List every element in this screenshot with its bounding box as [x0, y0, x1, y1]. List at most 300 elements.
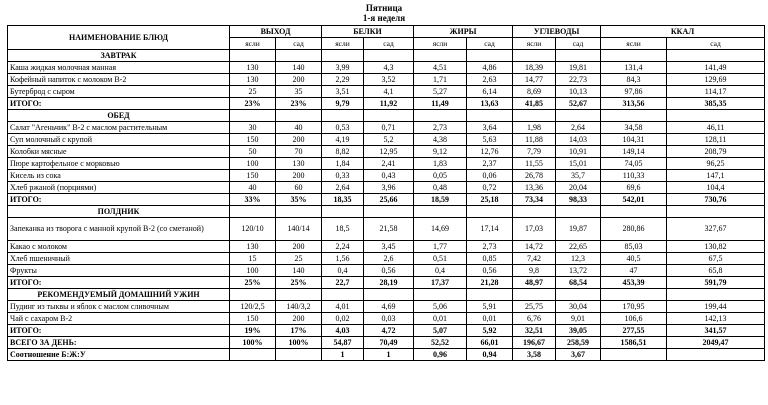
cell-value: 9,12	[414, 146, 467, 158]
cell-value: 50	[230, 146, 276, 158]
table-row	[8, 265, 765, 277]
cell-value: 1,71	[414, 74, 467, 86]
cell-value: 129,69	[667, 74, 765, 86]
cell-value: 0,94	[467, 349, 513, 361]
subheader-nursery: ясли	[513, 38, 556, 50]
cell-value: 0,05	[414, 170, 467, 182]
cell-value: 10,13	[556, 86, 601, 98]
cell-value: 6,14	[467, 86, 513, 98]
cell-value: 84,3	[601, 74, 667, 86]
cell-value: 0,01	[467, 313, 513, 325]
cell-value: 4,38	[414, 134, 467, 146]
cell-value: 327,67	[667, 218, 765, 241]
row-label: Фрукты	[8, 265, 230, 277]
cell-value: 18,5	[322, 218, 364, 241]
cell-value: 0,02	[322, 313, 364, 325]
cell-value: 1,56	[322, 253, 364, 265]
row-label: Запеканка из творога с манной крупой В-2 (со сметаной)	[8, 218, 230, 241]
cell-value: 67,5	[667, 253, 765, 265]
cell-value: 453,39	[601, 277, 667, 289]
cell-value: 9,01	[556, 313, 601, 325]
header-carbs: УГЛЕВОДЫ	[513, 26, 601, 38]
cell-value: 5,63	[467, 134, 513, 146]
cell-value: 5,27	[414, 86, 467, 98]
cell-value: 2,24	[322, 241, 364, 253]
cell-value: 3,96	[364, 182, 414, 194]
row-label: Кофейный напиток с молоком В-2	[8, 74, 230, 86]
cell-value: 35%	[276, 194, 322, 206]
empty-cell	[230, 206, 276, 218]
row-label: Кисель из сока	[8, 170, 230, 182]
cell-value: 2,41	[364, 158, 414, 170]
cell-value: 2,73	[467, 241, 513, 253]
cell-value: 142,13	[667, 313, 765, 325]
cell-value: 19,81	[556, 62, 601, 74]
cell-value: 147,1	[667, 170, 765, 182]
cell-value: 34,58	[601, 122, 667, 134]
cell-value: 30,04	[556, 301, 601, 313]
cell-value: 7,79	[513, 146, 556, 158]
cell-value: 200	[276, 134, 322, 146]
cell-value: 68,54	[556, 277, 601, 289]
cell-value: 1586,51	[601, 337, 667, 349]
cell-value: 25,66	[364, 194, 414, 206]
cell-value: 3,45	[364, 241, 414, 253]
cell-value: 2,64	[556, 122, 601, 134]
cell-value: 131,4	[601, 62, 667, 74]
cell-value: 141,49	[667, 62, 765, 74]
empty-cell	[364, 110, 414, 122]
empty-cell	[276, 289, 322, 301]
table-row	[8, 74, 765, 86]
cell-value: 4,3	[364, 62, 414, 74]
cell-value: 11,92	[364, 98, 414, 110]
cell-value: 46,11	[667, 122, 765, 134]
cell-value: 196,67	[513, 337, 556, 349]
cell-value: 6,76	[513, 313, 556, 325]
cell-value: 40	[276, 122, 322, 134]
cell-value: 100%	[276, 337, 322, 349]
cell-value: 11,49	[414, 98, 467, 110]
row-label: ИТОГО:	[8, 277, 230, 289]
section-header	[8, 289, 765, 301]
cell-value: 200	[276, 313, 322, 325]
cell-value: 114,17	[667, 86, 765, 98]
cell-value: 48,97	[513, 277, 556, 289]
cell-value: 140/3,2	[276, 301, 322, 313]
cell-value: 85,03	[601, 241, 667, 253]
empty-cell	[556, 50, 601, 62]
empty-cell	[322, 289, 364, 301]
empty-cell	[467, 50, 513, 62]
header-proteins: БЕЛКИ	[322, 26, 414, 38]
row-label: Чай с сахаром В-2	[8, 313, 230, 325]
section-title: ПОЛДНИК	[8, 206, 230, 218]
table-row	[8, 218, 765, 241]
empty-cell	[230, 110, 276, 122]
page-title: Пятница	[365, 3, 403, 13]
cell-value: 73,34	[513, 194, 556, 206]
cell-value: 69,6	[601, 182, 667, 194]
row-label: Пюре картофельное с морковью	[8, 158, 230, 170]
cell-value: 130	[230, 241, 276, 253]
cell-value: 11,88	[513, 134, 556, 146]
table-row	[8, 301, 765, 313]
cell-value: 140	[276, 62, 322, 74]
section-title: РЕКОМЕНДУЕМЫЙ ДОМАШНИЙ УЖИН	[8, 289, 230, 301]
row-label: Хлеб пшеничный	[8, 253, 230, 265]
cell-value: 0,56	[467, 265, 513, 277]
cell-value: 200	[276, 74, 322, 86]
cell-value: 0,43	[364, 170, 414, 182]
empty-cell	[322, 110, 364, 122]
cell-value: 3,67	[556, 349, 601, 361]
row-label: Какао с молоком	[8, 241, 230, 253]
cell-value: 3,58	[513, 349, 556, 361]
cell-value: 98,33	[556, 194, 601, 206]
cell-value: 2,73	[414, 122, 467, 134]
cell-value: 30	[230, 122, 276, 134]
cell-value: 130,82	[667, 241, 765, 253]
cell-value: 200	[276, 170, 322, 182]
cell-value: 2,37	[467, 158, 513, 170]
empty-cell	[230, 50, 276, 62]
cell-value: 28,19	[364, 277, 414, 289]
section-header	[8, 206, 765, 218]
cell-value: 21,58	[364, 218, 414, 241]
cell-value: 25%	[230, 277, 276, 289]
cell-value: 18,39	[513, 62, 556, 74]
header-kcal: ККАЛ	[601, 26, 765, 38]
section-title: ОБЕД	[8, 110, 230, 122]
subheader-nursery: ясли	[414, 38, 467, 50]
cell-value: 130	[230, 62, 276, 74]
empty-cell	[667, 206, 765, 218]
empty-cell	[276, 206, 322, 218]
cell-value: 65,8	[667, 265, 765, 277]
cell-value: 13,72	[556, 265, 601, 277]
cell-value: 4,51	[414, 62, 467, 74]
empty-cell	[601, 50, 667, 62]
row-label: Пудинг из тыквы и яблок с маслом сливочным	[8, 301, 230, 313]
cell-value: 8,82	[322, 146, 364, 158]
table-row	[8, 158, 765, 170]
cell-value: 5,92	[467, 325, 513, 337]
cell-value: 0,01	[414, 313, 467, 325]
table-row	[8, 241, 765, 253]
empty-cell	[364, 50, 414, 62]
cell-value: 150	[230, 134, 276, 146]
cell-value: 3,51	[322, 86, 364, 98]
cell-value: 104,31	[601, 134, 667, 146]
table-row	[8, 146, 765, 158]
empty-cell	[601, 206, 667, 218]
cell-value: 150	[230, 170, 276, 182]
cell-value: 0,85	[467, 253, 513, 265]
subheader-nursery: ясли	[230, 38, 276, 50]
cell-value: 2,29	[322, 74, 364, 86]
cell-value: 542,01	[601, 194, 667, 206]
cell-value: 0,33	[322, 170, 364, 182]
cell-value	[230, 349, 276, 361]
cell-value: 1,98	[513, 122, 556, 134]
empty-cell	[414, 206, 467, 218]
cell-value: 0,53	[322, 122, 364, 134]
cell-value: 25,18	[467, 194, 513, 206]
cell-value: 13,63	[467, 98, 513, 110]
cell-value: 199,44	[667, 301, 765, 313]
cell-value	[276, 349, 322, 361]
cell-value: 52,67	[556, 98, 601, 110]
row-label: Суп молочный с крупой	[8, 134, 230, 146]
table-row	[8, 253, 765, 265]
section-title: ЗАВТРАК	[8, 50, 230, 62]
cell-value: 18,35	[322, 194, 364, 206]
empty-cell	[513, 110, 556, 122]
cell-value: 40	[230, 182, 276, 194]
empty-cell	[601, 110, 667, 122]
cell-value: 15,01	[556, 158, 601, 170]
cell-value: 0,71	[364, 122, 414, 134]
cell-value: 1,84	[322, 158, 364, 170]
cell-value: 14,72	[513, 241, 556, 253]
cell-value: 17,14	[467, 218, 513, 241]
header-out: ВЫХОД	[230, 26, 322, 38]
cell-value: 120/2,5	[230, 301, 276, 313]
subheader-kindergarten: сад	[667, 38, 765, 50]
cell-value: 3,99	[322, 62, 364, 74]
cell-value: 104,4	[667, 182, 765, 194]
cell-value: 32,51	[513, 325, 556, 337]
cell-value: 13,36	[513, 182, 556, 194]
cell-value: 8,69	[513, 86, 556, 98]
cell-value: 2,6	[364, 253, 414, 265]
cell-value: 3,64	[467, 122, 513, 134]
row-label: ИТОГО:	[8, 98, 230, 110]
cell-value: 70,49	[364, 337, 414, 349]
empty-cell	[513, 206, 556, 218]
subheader-kindergarten: сад	[467, 38, 513, 50]
cell-value: 4,72	[364, 325, 414, 337]
section-header	[8, 50, 765, 62]
cell-value: 170,95	[601, 301, 667, 313]
cell-value: 0,06	[467, 170, 513, 182]
cell-value: 7,42	[513, 253, 556, 265]
cell-value: 17,03	[513, 218, 556, 241]
empty-cell	[276, 110, 322, 122]
empty-cell	[467, 110, 513, 122]
row-label: Бутерброд с сыром	[8, 86, 230, 98]
cell-value: 18,59	[414, 194, 467, 206]
cell-value: 258,59	[556, 337, 601, 349]
empty-cell	[556, 110, 601, 122]
empty-cell	[322, 206, 364, 218]
cell-value: 66,01	[467, 337, 513, 349]
cell-value: 100	[230, 158, 276, 170]
cell-value: 0,72	[467, 182, 513, 194]
table-row	[8, 62, 765, 74]
subheader-kindergarten: сад	[556, 38, 601, 50]
cell-value: 200	[276, 241, 322, 253]
empty-cell	[513, 50, 556, 62]
table-row	[8, 122, 765, 134]
cell-value: 23%	[230, 98, 276, 110]
total-row	[8, 194, 765, 206]
cell-value: 0,51	[414, 253, 467, 265]
cell-value: 25	[276, 253, 322, 265]
cell-value: 5,91	[467, 301, 513, 313]
cell-value: 208,79	[667, 146, 765, 158]
cell-value: 128,11	[667, 134, 765, 146]
cell-value: 40,5	[601, 253, 667, 265]
cell-value: 385,35	[667, 98, 765, 110]
cell-value: 0,48	[414, 182, 467, 194]
cell-value: 0,96	[414, 349, 467, 361]
cell-value: 0,56	[364, 265, 414, 277]
cell-value: 100	[230, 265, 276, 277]
cell-value: 591,79	[667, 277, 765, 289]
cell-value: 23%	[276, 98, 322, 110]
cell-value: 5,07	[414, 325, 467, 337]
cell-value: 96,25	[667, 158, 765, 170]
empty-cell	[322, 50, 364, 62]
table-row	[8, 170, 765, 182]
section-header	[8, 110, 765, 122]
cell-value: 54,87	[322, 337, 364, 349]
empty-cell	[364, 206, 414, 218]
cell-value: 25%	[276, 277, 322, 289]
day-total-row	[8, 337, 765, 349]
cell-value: 47	[601, 265, 667, 277]
cell-value: 140/14	[276, 218, 322, 241]
empty-cell	[556, 289, 601, 301]
cell-value: 14,77	[513, 74, 556, 86]
subheader-kindergarten: сад	[276, 38, 322, 50]
cell-value: 0,4	[414, 265, 467, 277]
cell-value: 2,63	[467, 74, 513, 86]
cell-value: 0,4	[322, 265, 364, 277]
cell-value: 19%	[230, 325, 276, 337]
cell-value: 4,01	[322, 301, 364, 313]
cell-value: 33%	[230, 194, 276, 206]
cell-value: 74,05	[601, 158, 667, 170]
cell-value: 14,03	[556, 134, 601, 146]
cell-value: 120/10	[230, 218, 276, 241]
cell-value: 25,75	[513, 301, 556, 313]
ratio-row	[8, 349, 765, 361]
table-row	[8, 86, 765, 98]
cell-value: 2,64	[322, 182, 364, 194]
header-fats: ЖИРЫ	[414, 26, 513, 38]
cell-value: 97,86	[601, 86, 667, 98]
cell-value: 4,03	[322, 325, 364, 337]
total-row	[8, 277, 765, 289]
cell-value: 313,56	[601, 98, 667, 110]
cell-value: 149,14	[601, 146, 667, 158]
cell-value: 35	[276, 86, 322, 98]
cell-value: 52,52	[414, 337, 467, 349]
cell-value: 19,87	[556, 218, 601, 241]
cell-value: 39,05	[556, 325, 601, 337]
empty-cell	[276, 50, 322, 62]
row-label: Салат "Агеньчик" В-2 с маслом растительным	[8, 122, 230, 134]
empty-cell	[467, 289, 513, 301]
subheader-nursery: ясли	[322, 38, 364, 50]
cell-value: 20,04	[556, 182, 601, 194]
row-label: Колобки мясные	[8, 146, 230, 158]
cell-value: 2049,47	[667, 337, 765, 349]
cell-value: 730,76	[667, 194, 765, 206]
menu-table	[7, 25, 765, 361]
cell-value: 12,3	[556, 253, 601, 265]
cell-value: 26,78	[513, 170, 556, 182]
cell-value: 21,28	[467, 277, 513, 289]
cell-value: 140	[276, 265, 322, 277]
row-label: ВСЕГО ЗА ДЕНЬ:	[8, 337, 230, 349]
row-label: Хлеб ржаной (порциями)	[8, 182, 230, 194]
cell-value: 3,52	[364, 74, 414, 86]
cell-value: 1	[322, 349, 364, 361]
row-label: ИТОГО:	[8, 325, 230, 337]
table-row	[8, 313, 765, 325]
row-label: Соотношение Б:Ж:У	[8, 349, 230, 361]
cell-value: 25	[230, 86, 276, 98]
cell-value: 4,1	[364, 86, 414, 98]
page-subtitle: 1-я неделя	[362, 13, 406, 23]
empty-cell	[414, 110, 467, 122]
total-row	[8, 98, 765, 110]
cell-value: 1,77	[414, 241, 467, 253]
cell-value: 1,83	[414, 158, 467, 170]
cell-value: 35,7	[556, 170, 601, 182]
cell-value: 110,33	[601, 170, 667, 182]
cell-value: 5,06	[414, 301, 467, 313]
cell-value: 41,85	[513, 98, 556, 110]
total-row	[8, 325, 765, 337]
cell-value: 100%	[230, 337, 276, 349]
cell-value	[601, 349, 667, 361]
cell-value: 277,55	[601, 325, 667, 337]
cell-value: 4,19	[322, 134, 364, 146]
empty-cell	[414, 289, 467, 301]
header-name: НАИМЕНОВАНИЕ БЛЮД	[8, 26, 230, 50]
empty-cell	[513, 289, 556, 301]
cell-value: 9,79	[322, 98, 364, 110]
empty-cell	[601, 289, 667, 301]
cell-value: 11,55	[513, 158, 556, 170]
cell-value: 5,2	[364, 134, 414, 146]
table-row	[8, 182, 765, 194]
cell-value: 0,03	[364, 313, 414, 325]
cell-value: 15	[230, 253, 276, 265]
empty-cell	[364, 289, 414, 301]
empty-cell	[667, 110, 765, 122]
cell-value: 4,86	[467, 62, 513, 74]
subheader-kindergarten: сад	[364, 38, 414, 50]
cell-value: 22,65	[556, 241, 601, 253]
cell-value: 1	[364, 349, 414, 361]
cell-value: 150	[230, 313, 276, 325]
cell-value: 130	[230, 74, 276, 86]
empty-cell	[556, 206, 601, 218]
cell-value: 9,8	[513, 265, 556, 277]
cell-value: 106,6	[601, 313, 667, 325]
cell-value: 4,69	[364, 301, 414, 313]
cell-value: 22,73	[556, 74, 601, 86]
empty-cell	[414, 50, 467, 62]
table-row	[8, 134, 765, 146]
row-label: ИТОГО:	[8, 194, 230, 206]
